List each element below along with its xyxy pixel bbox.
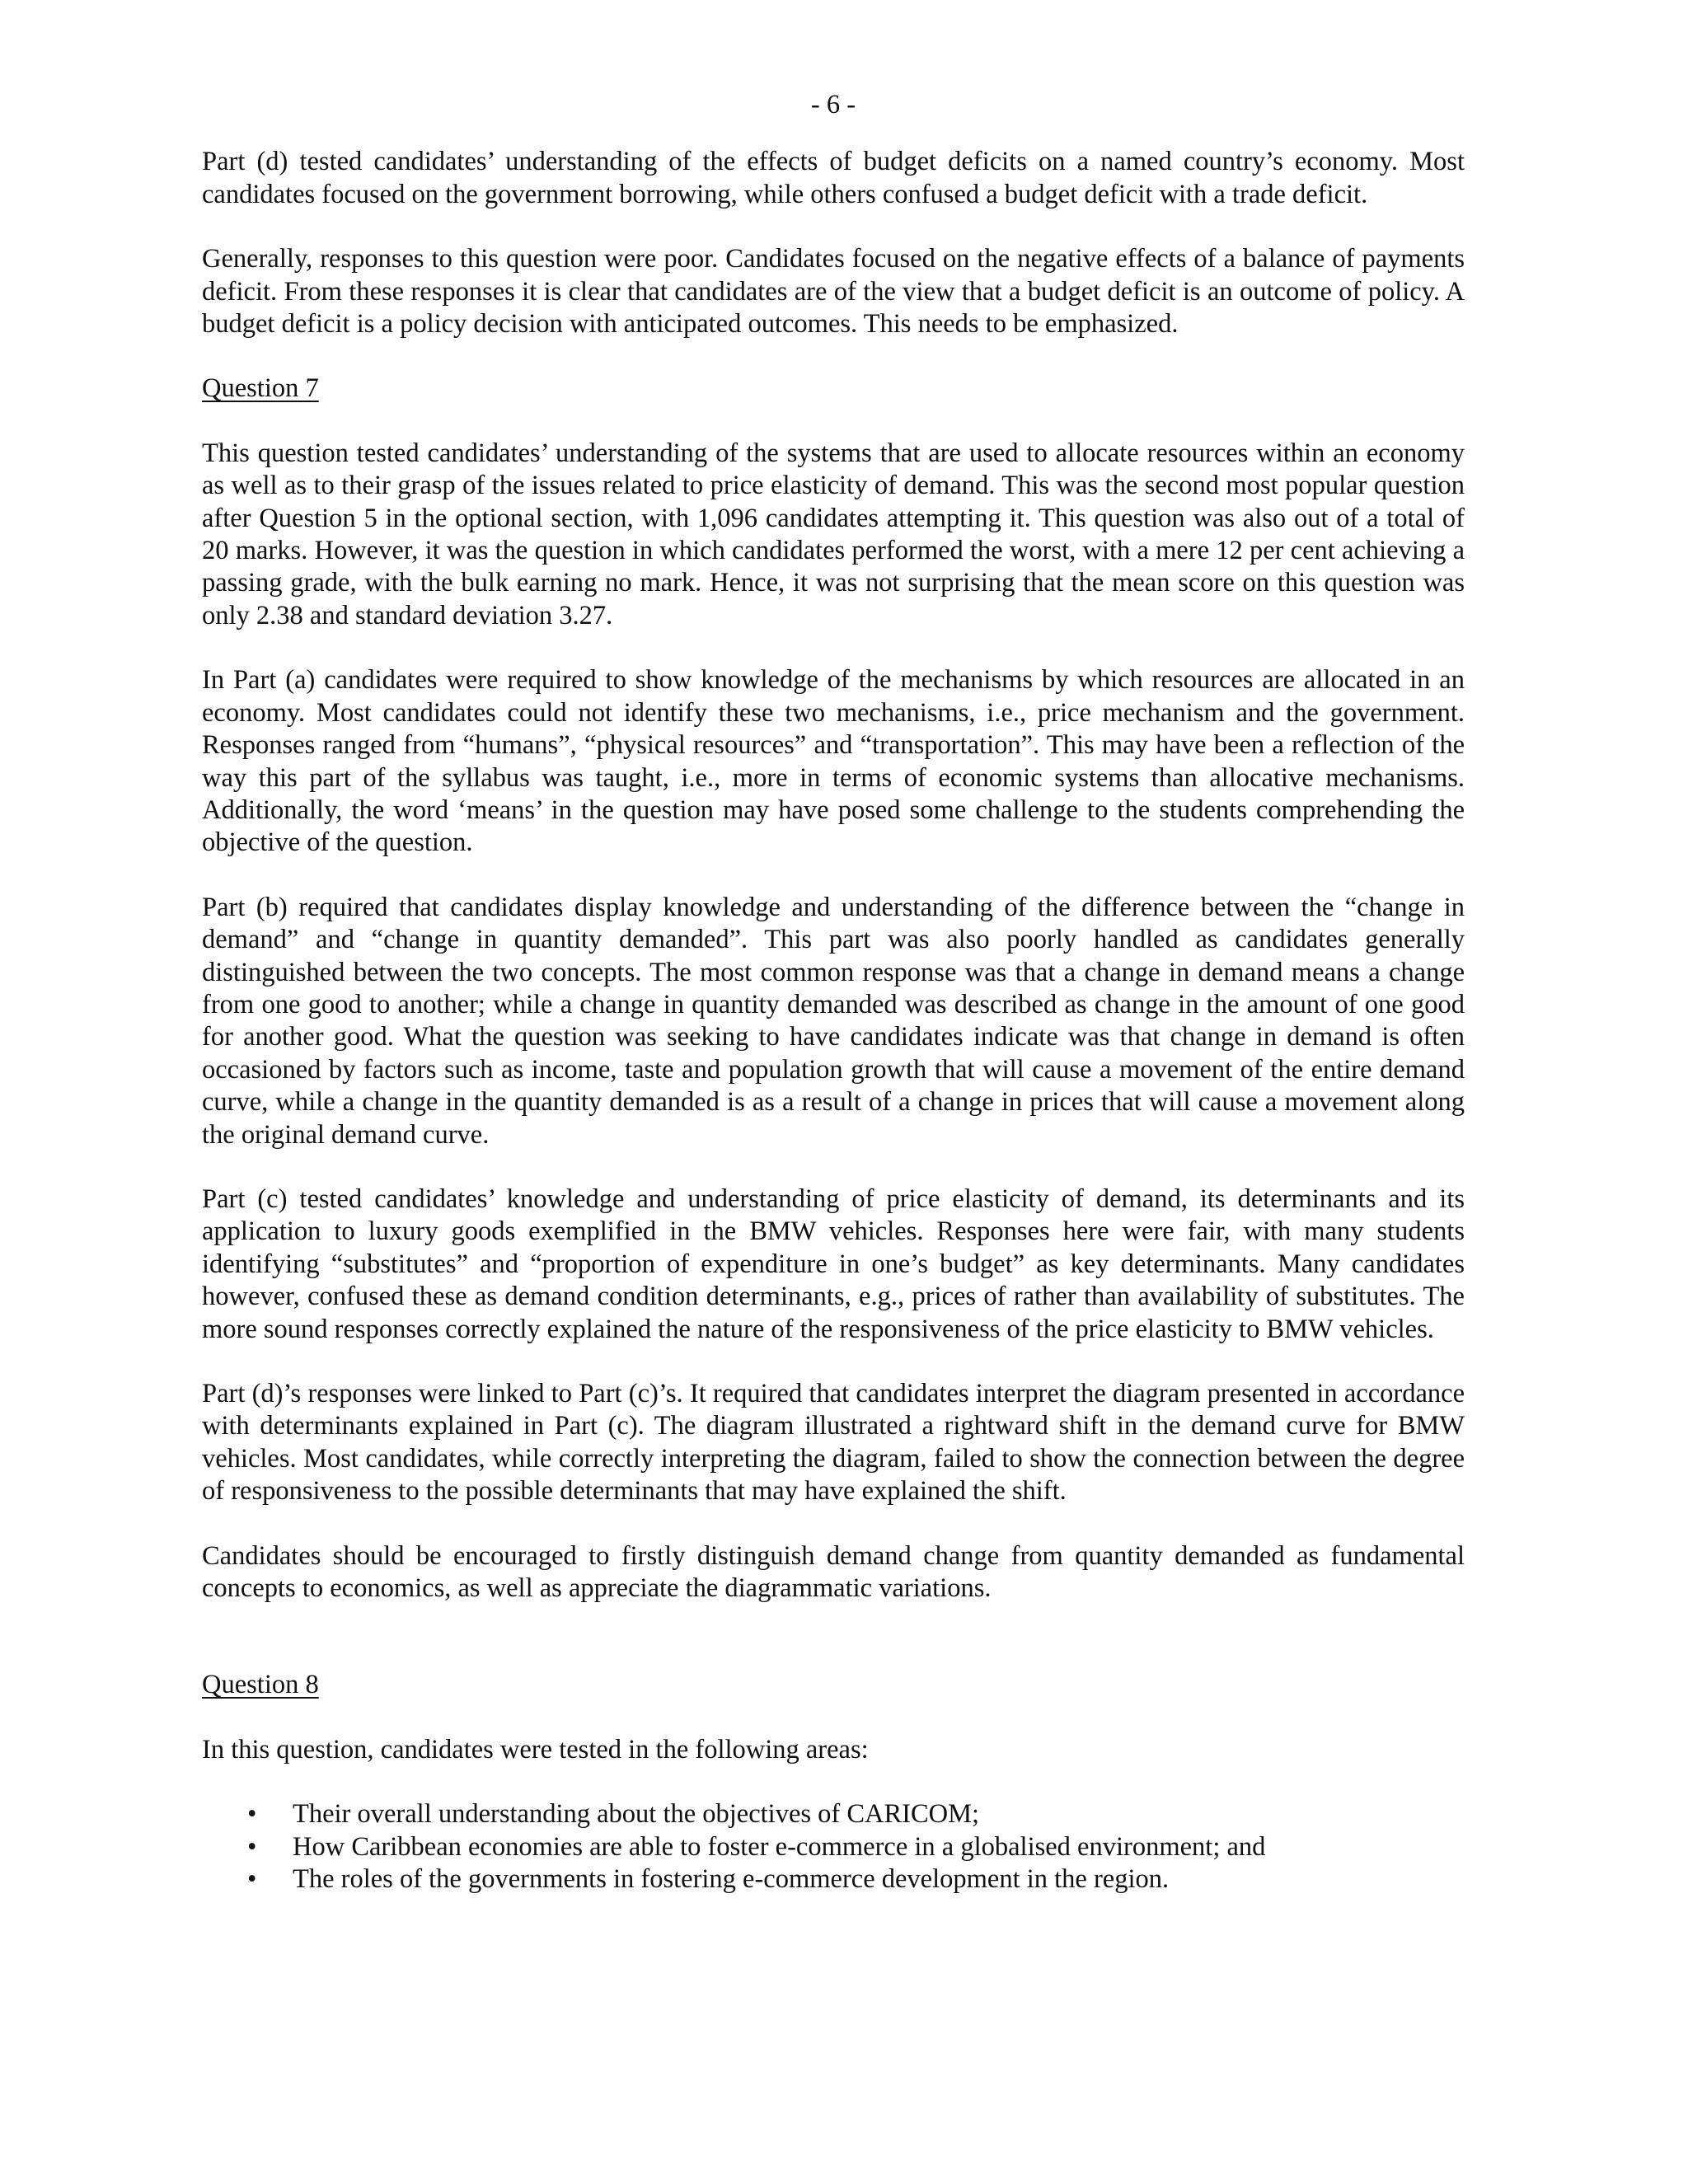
heading-question-8: Question 8 — [202, 1670, 319, 1700]
list-item-text: Their overall understanding about the objectives of CARICOM; — [293, 1799, 980, 1830]
bullet-icon: • — [247, 1864, 257, 1895]
list-item — [202, 1798, 1465, 1830]
paragraph-q7-part-a: In Part (a) candidates were required to show knowledge of the mechanisms by which resources are allocated in an economy. Most candidates could not identify these two mechanisms, i.e., price mechanism and the government. Responses ranged from “humans”, “physical resources” and “transportation”. This may have been a reflection of the way this part of the syllabus was taught, i.e., more in terms of economic systems than allocative mechanisms. Additionally, the word ‘means’ in the question may have posed some challenge to the students comprehending the objective of the question. — [202, 665, 1465, 858]
bullet-icon: • — [247, 1831, 257, 1862]
list-item — [202, 1831, 1465, 1863]
paragraph-q7-part-b: Part (b) required that candidates display knowledge and understanding of the difference between the “change in demand” and “change in quantity demanded”. This part was also poorly handled as candidates generally distinguished between the two concepts. The most common response was that a change in demand means a change from one good to another; while a change in quantity demanded was described as change in the amount of one good for another good. What the question was seeking to have candidates indicate was that change in demand is often occasioned by factors such as income, taste and population growth that will cause a movement of the entire demand curve, while a change in the quantity demanded is as a result of a change in prices that will cause a movement along the original demand curve. — [202, 892, 1465, 1150]
paragraph-q7-overview: This question tested candidates’ understanding of the systems that are used to allocate resources within an economy as well as to their grasp of the issues related to price elasticity of demand. This was the second most popular question after Question 5 in the optional section, with 1,096 candidates attempting it. This question was also out of a total of 20 marks. However, it was the question in which candidates performed the worst, with a mere 12 per cent achieving a passing grade, with the bulk earning no mark. Hence, it was not surprising that the mean score on this question was only 2.38 and standard deviation 3.27. — [202, 438, 1465, 630]
list-item-text: How Caribbean economies are able to foster e-commerce in a globalised environment; and — [293, 1831, 1266, 1862]
list-item-text: The roles of the governments in fostering e-commerce development in the region. — [293, 1864, 1170, 1895]
paragraph-q7-part-d: Part (d)’s responses were linked to Part (c)’s. It required that candidates interpret the diagram presented in accordance with determinants explained in Part (c). The diagram illustrated a rightward shift in the demand curve for BMW vehicles. Most candidates, while correctly interpreting the diagram, failed to show the connection between the degree of responsiveness to the possible determinants that may have explained the shift. — [202, 1379, 1465, 1507]
heading-question-7: Question 7 — [202, 373, 319, 404]
list-item — [202, 1863, 1465, 1896]
bullet-icon: • — [247, 1799, 257, 1830]
paragraph-part-d-budget: Part (d) tested candidates’ understanding of the effects of budget deficits on a named country’s economy. Most candidates focused on the government borrowing, while others confused a budget deficit with a trade deficit. — [202, 147, 1465, 209]
paragraph-general-responses: Generally, responses to this question were poor. Candidates focused on the negative effects of a balance of payments deficit. From these responses it is clear that candidates are of the view that a budget deficit is an outcome of policy. A budget deficit is a policy decision with anticipated outcomes. This needs to be emphasized. — [202, 244, 1465, 340]
page-number: - 6 - — [810, 90, 856, 120]
q8-areas-list — [202, 1798, 1465, 1896]
paragraph-q8-intro: In this question, candidates were tested in the following areas: — [202, 1734, 869, 1765]
paragraph-q7-recommendation: Candidates should be encouraged to firstly distinguish demand change from quantity demanded as fundamental concepts to economics, as well as appreciate the diagrammatic variations. — [202, 1540, 1465, 1604]
document-page — [202, 89, 1465, 1896]
paragraph-q7-part-c: Part (c) tested candidates’ knowledge and understanding of price elasticity of demand, its determinants and its application to luxury goods exemplified in the BMW vehicles. Responses here were fair, with many students identifying “substitutes” and “proportion of expenditure in one’s budget” as key determinants. Many candidates however, confused these as demand condition determinants, e.g., prices of rather than availability of substitutes. The more sound responses correctly explained the nature of the responsiveness of the price elasticity to BMW vehicles. — [202, 1183, 1465, 1344]
